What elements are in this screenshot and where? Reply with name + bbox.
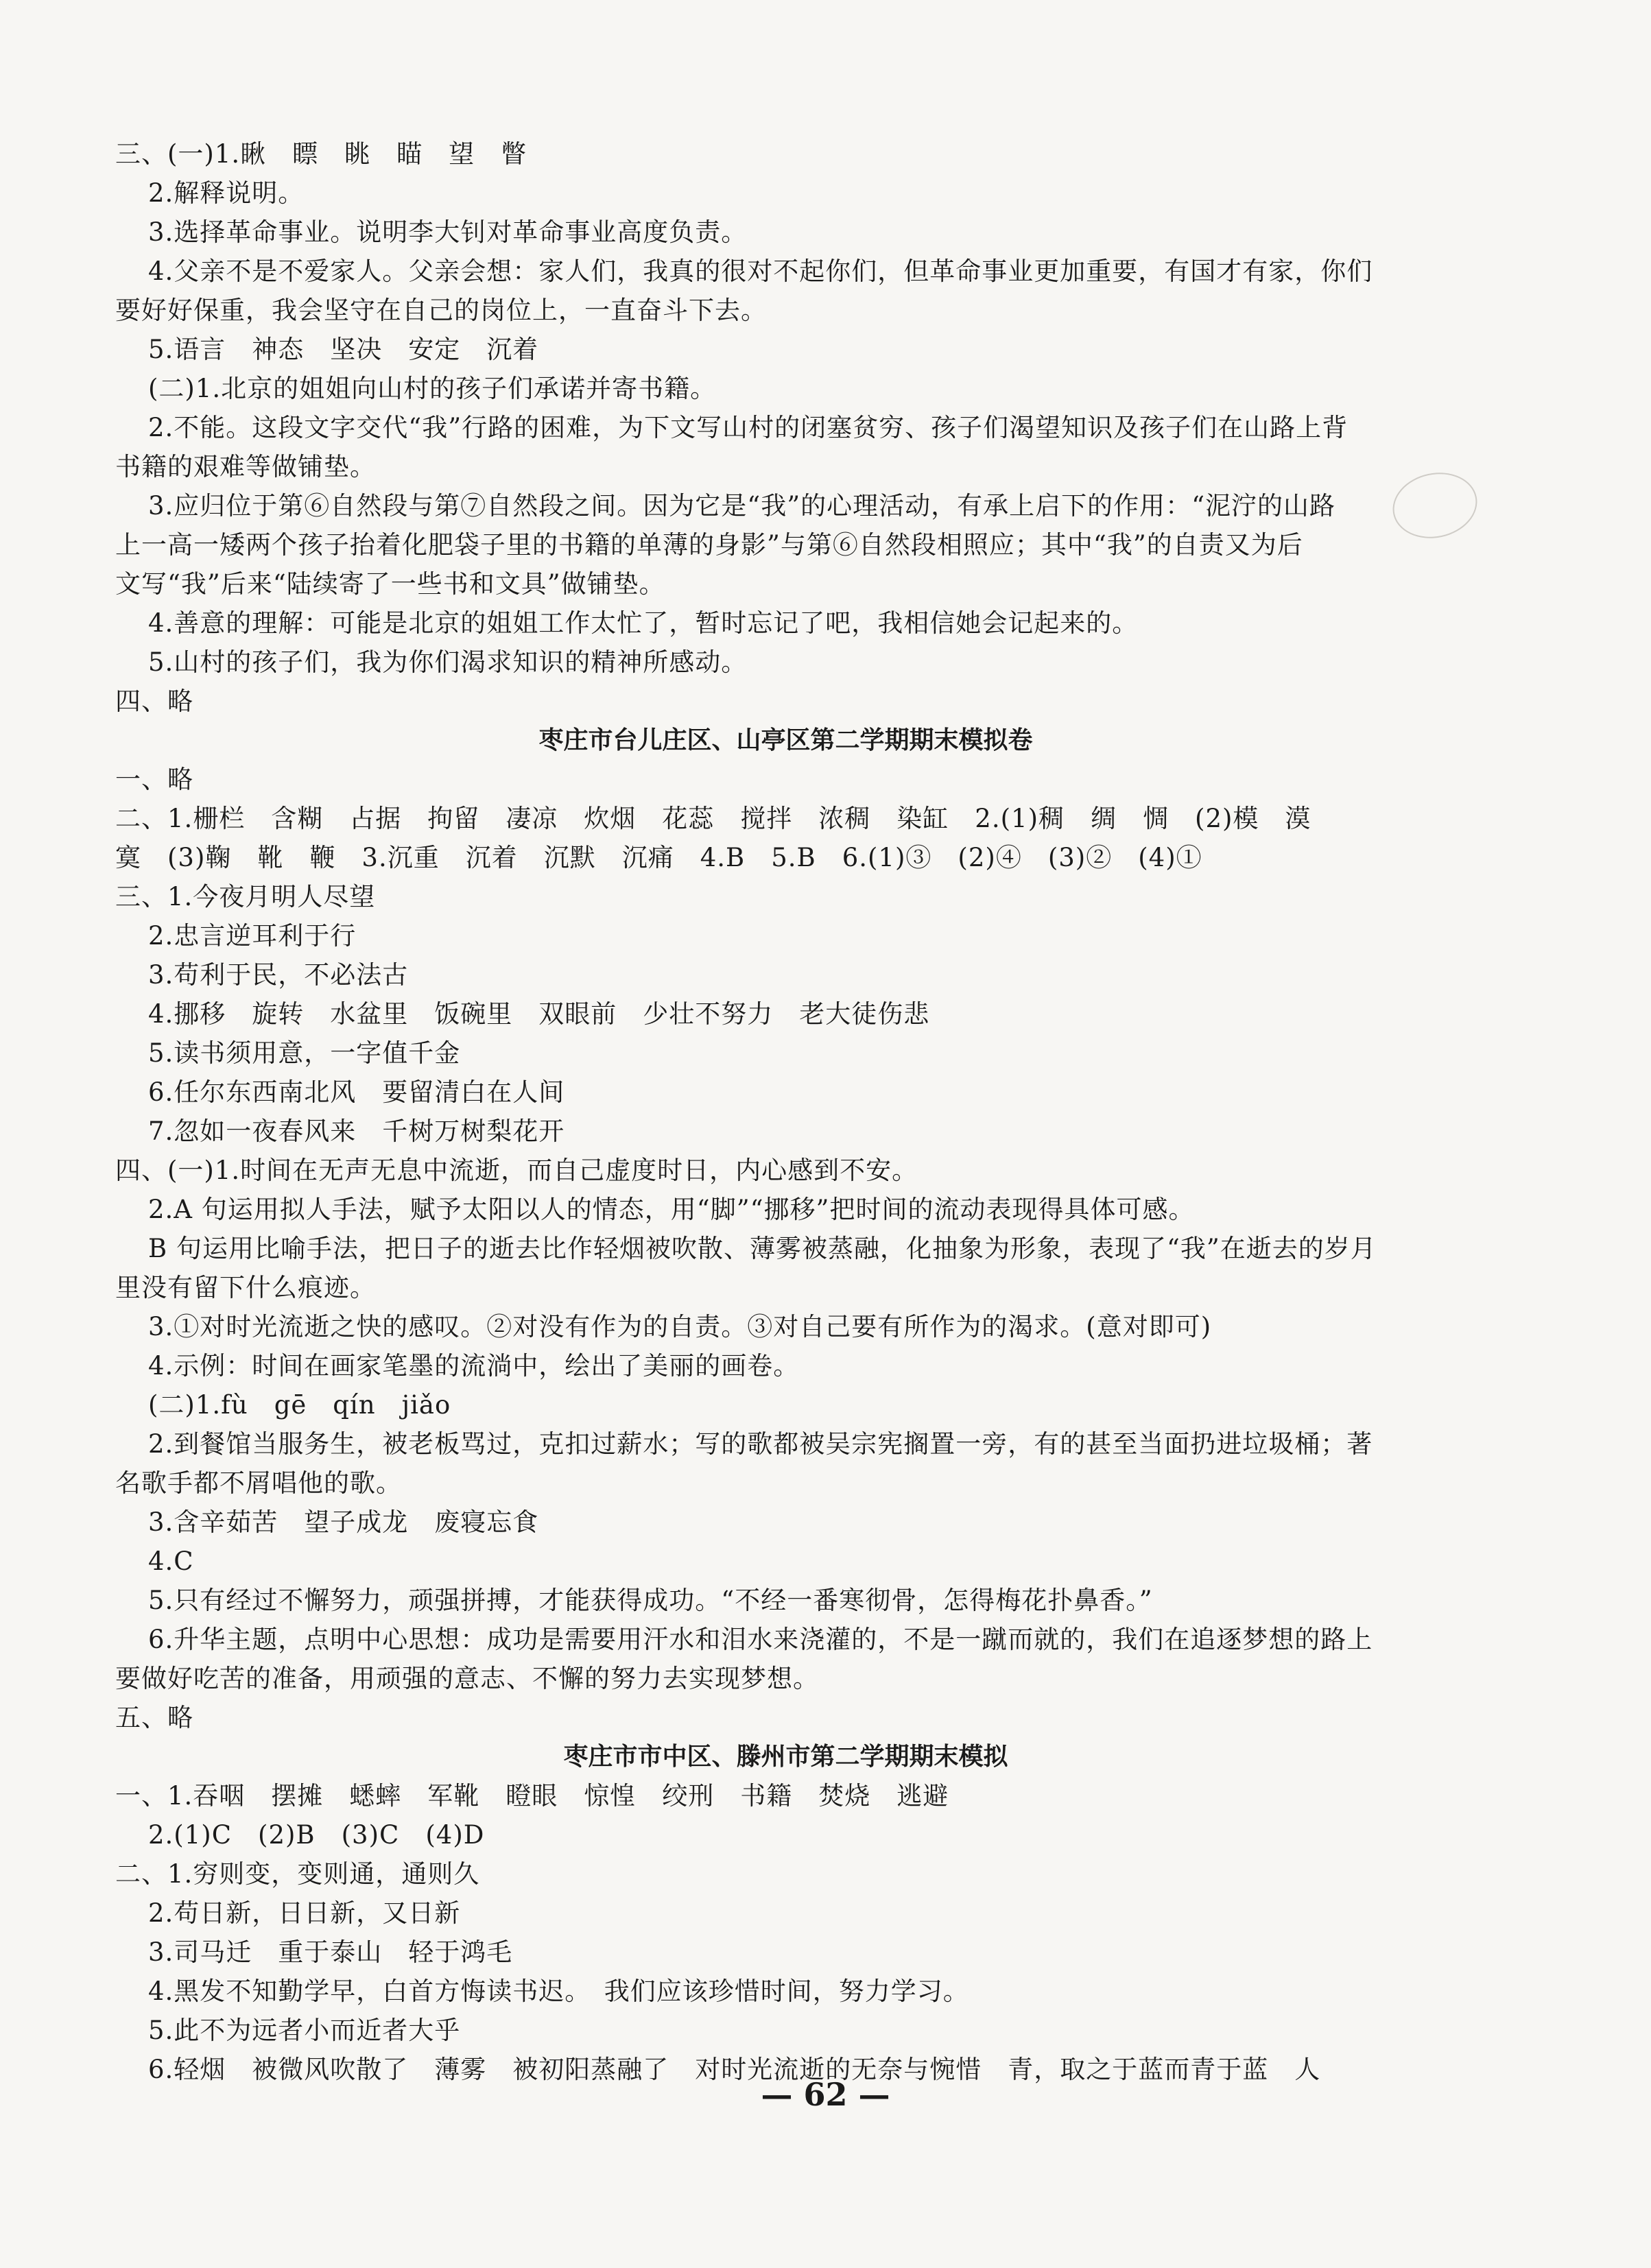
- answer-line: 3.司马迁 重于泰山 轻于鸿毛: [148, 1937, 513, 1967]
- answer-line: 文写“我”后来“陆续寄了一些书和文具”做铺垫。: [115, 569, 665, 599]
- answer-line: 2.A 句运用拟人手法，赋予太阳以人的情态，用“脚”“挪移”把时间的流动表现得具体可感。: [148, 1195, 1195, 1224]
- answer-line: 2.苟日新，日日新，又日新: [148, 1898, 461, 1928]
- answer-line: 2.(1)C (2)B (3)C (4)D: [148, 1820, 485, 1850]
- answer-line: 5.语言 神态 坚决 安定 沉着: [148, 335, 539, 364]
- answer-line: 寞 (3)鞠 靴 鞭 3.沉重 沉着 沉默 沉痛 4.B 5.B 6.(1)③ (2)④ (3)② (4)①: [115, 843, 1202, 872]
- answer-line: 4.黑发不知勤学早，白首方悔读书迟。 我们应该珍惜时间，努力学习。: [148, 1977, 969, 2006]
- answer-line: 二、1.栅栏 含糊 占据 拘留 凄凉 炊烟 花蕊 搅拌 浓稠 染缸 2.(1)稠 绸 惆 (2)模 漠: [115, 804, 1311, 833]
- answer-line: 名歌手都不屑唱他的歌。: [115, 1468, 402, 1498]
- answer-line: 6.轻烟 被微风吹散了 薄雾 被初阳蒸融了 对时光流逝的无奈与惋惜 青，取之于蓝而青于蓝 人: [148, 2055, 1321, 2084]
- answer-line: 4.示例：时间在画家笔墨的流淌中，绘出了美丽的画卷。: [148, 1351, 800, 1381]
- answer-line: 4.挪移 旋转 水盆里 饭碗里 双眼前 少壮不努力 老大徒伤悲: [148, 999, 930, 1029]
- answer-line: B 句运用比喻手法，把日子的逝去比作轻烟被吹散、薄雾被蒸融，化抽象为形象，表现了“我”在逝去的岁月: [148, 1234, 1377, 1263]
- answer-line: 2.到餐馆当服务生，被老板骂过，克扣过薪水；写的歌都被吴宗宪搁置一旁，有的甚至当面扔进垃圾桶；著: [148, 1429, 1373, 1459]
- answer-line: 3.苟利于民，不必法古: [148, 960, 409, 990]
- answer-line: 5.山村的孩子们，我为你们渴求知识的精神所感动。: [148, 647, 748, 677]
- answer-line: 里没有留下什么痕迹。: [115, 1273, 376, 1302]
- answer-line: 3.①对时光流逝之快的感叹。②对没有作为的自责。③对自己要有所作为的渴求。(意对即可): [148, 1312, 1212, 1341]
- answer-line: 书籍的艰难等做铺垫。: [115, 452, 376, 481]
- answer-line: 要做好吃苦的准备，用顽强的意志、不懈的努力去实现梦想。: [115, 1664, 819, 1693]
- answer-line: 三、(一)1.瞅 瞟 眺 瞄 望 瞥: [115, 139, 527, 169]
- answer-line: 5.只有经过不懈努力，顽强拼搏，才能获得成功。“不经一番寒彻骨，怎得梅花扑鼻香。”: [148, 1586, 1153, 1615]
- answer-line: (二)1.北京的姐姐向山村的孩子们承诺并寄书籍。: [148, 374, 717, 403]
- answer-line: 5.读书须用意，一字值千金: [148, 1038, 461, 1068]
- answer-line: 3.含辛茹苦 望子成龙 废寝忘食: [148, 1507, 539, 1537]
- answer-line: 4.善意的理解：可能是北京的姐姐工作太忙了，暂时忘记了吧，我相信她会记起来的。: [148, 608, 1139, 638]
- answer-line: 四、略: [115, 687, 193, 716]
- answer-line: 7.忽如一夜春风来 千树万树梨花开: [148, 1117, 565, 1146]
- answer-line: 3.选择革命事业。说明李大钊对革命事业高度负责。: [148, 217, 748, 247]
- answer-line: 要好好保重，我会坚守在自己的岗位上，一直奋斗下去。: [115, 296, 767, 325]
- answer-line: 一、1.吞咽 摆摊 蟋蟀 军靴 瞪眼 惊惶 绞刑 书籍 焚烧 逃避: [115, 1781, 949, 1811]
- answer-line: 四、(一)1.时间在无声无息中流逝，而自己虚度时日，内心感到不安。: [115, 1156, 918, 1185]
- answer-line: 6.任尔东西南北风 要留清白在人间: [148, 1077, 565, 1107]
- answer-line: 3.应归位于第⑥自然段与第⑦自然段之间。因为它是“我”的心理活动，有承上启下的作用：“泥泞的山路: [148, 491, 1336, 521]
- answer-line: 6.升华主题，点明中心思想：成功是需要用汗水和泪水来浇灌的，不是一蹴而就的，我们在追逐梦想的路上: [148, 1625, 1373, 1654]
- answer-line: 4.C: [148, 1547, 194, 1576]
- stamp-mark: [1387, 465, 1484, 546]
- answer-line: (二)1.fù gē qín jiǎo: [148, 1390, 451, 1420]
- answer-line: 2.解释说明。: [148, 178, 305, 208]
- section-title: 枣庄市市中区、滕州市第二学期期末模拟: [563, 1743, 1008, 1771]
- answer-line: 一、略: [115, 765, 193, 794]
- answer-line: 5.此不为远者小而近者大乎: [148, 2016, 461, 2045]
- answer-line: 4.父亲不是不爱家人。父亲会想：家人们，我真的很对不起你们，但革命事业更加重要，有国才有家，你们: [148, 256, 1373, 286]
- section-title: 枣庄市台儿庄区、山亭区第二学期期末模拟卷: [538, 726, 1033, 754]
- answer-line: 三、1.今夜月明人尽望: [115, 882, 376, 911]
- answer-line: 上一高一矮两个孩子抬着化肥袋子里的书籍的单薄的身影”与第⑥自然段相照应；其中“我”的自责又为后: [115, 530, 1303, 560]
- answer-line: 二、1.穷则变，变则通，通则久: [115, 1859, 480, 1889]
- page-number: — 62 —: [761, 2076, 890, 2113]
- answer-line: 五、略: [115, 1703, 193, 1732]
- answer-line: 2.不能。这段文字交代“我”行路的困难，为下文写山村的闭塞贫穷、孩子们渴望知识及孩子们在山路上背: [148, 413, 1349, 442]
- answer-line: 2.忠言逆耳利于行: [148, 921, 357, 951]
